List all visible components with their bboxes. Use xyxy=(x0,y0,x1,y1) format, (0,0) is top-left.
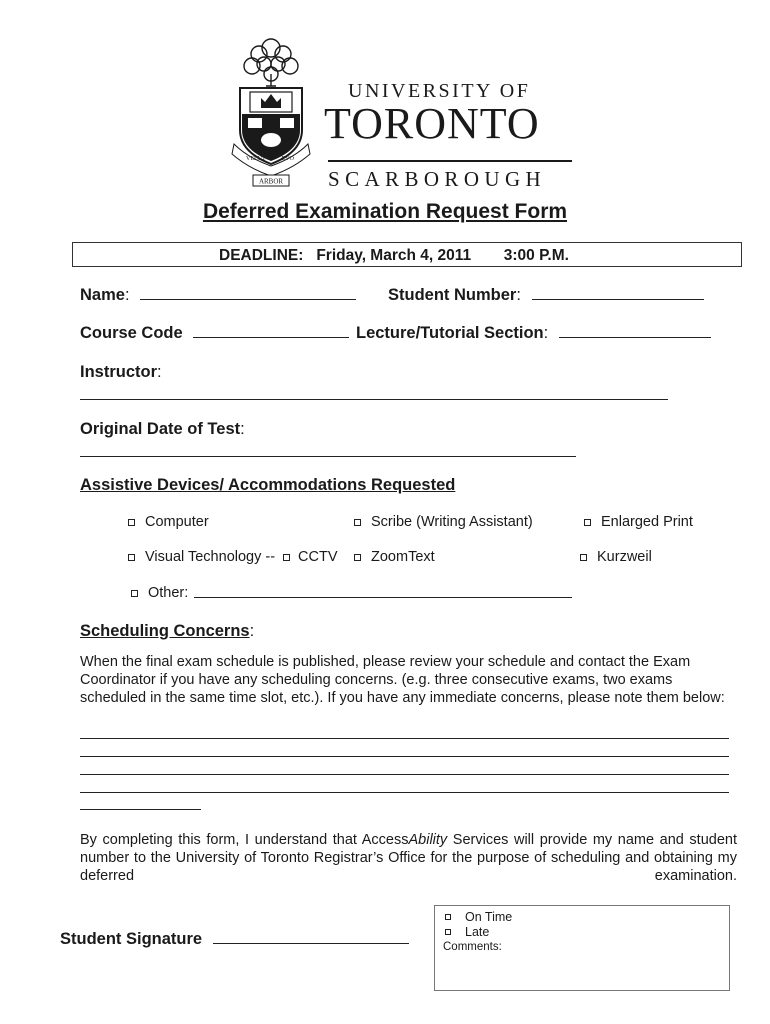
deadline-box xyxy=(72,242,742,267)
name-field: Name: xyxy=(80,286,356,305)
checkbox-icon[interactable] xyxy=(354,554,361,561)
option-kurzweil[interactable]: Kurzweil xyxy=(580,549,652,565)
wordmark-line1: UNIVERSITY OF xyxy=(348,80,531,102)
checkbox-icon[interactable] xyxy=(584,519,591,526)
concerns-line-4[interactable] xyxy=(80,792,729,793)
original-date-field: Original Date of Test: xyxy=(80,420,245,438)
option-on-time[interactable]: On Time xyxy=(443,909,729,924)
lecture-section-input-line[interactable] xyxy=(559,326,711,338)
signature-field xyxy=(60,930,409,949)
option-late[interactable]: Late xyxy=(443,924,729,939)
instructor-field: Instructor: xyxy=(80,363,162,381)
option-cctv[interactable]: CCTV xyxy=(298,549,338,565)
deadline-label: DEADLINE: xyxy=(219,247,304,264)
university-crest-icon xyxy=(228,30,314,190)
option-other[interactable]: Other: xyxy=(131,585,572,601)
comments-label: Comments: xyxy=(443,941,502,953)
concerns-line-5[interactable] xyxy=(80,809,201,810)
option-zoomtext[interactable]: ZoomText xyxy=(354,549,435,565)
option-enlarged-print[interactable]: Enlarged Print xyxy=(584,514,693,530)
student-number-label: Student Number xyxy=(388,286,517,304)
option-scribe[interactable]: Scribe (Writing Assistant) xyxy=(354,514,533,530)
other-input-line[interactable] xyxy=(194,588,572,598)
option-visual-technology[interactable]: Visual Technology -- CCTV xyxy=(128,549,338,565)
form-title: Deferred Examination Request Form xyxy=(202,200,568,223)
crest-motto-right: ARBOR xyxy=(258,177,284,186)
course-code-label: Course Code xyxy=(80,324,183,342)
checkbox-icon[interactable] xyxy=(131,590,138,597)
student-number-field: Student Number: xyxy=(388,286,704,305)
checkbox-icon[interactable] xyxy=(128,519,135,526)
instructor-label: Instructor xyxy=(80,363,158,381)
concerns-line-1[interactable] xyxy=(80,738,729,739)
original-date-label: Original Date of Test xyxy=(80,420,241,438)
accommodations-heading: Assistive Devices/ Accommodations Requested xyxy=(80,476,456,494)
deadline-time: 3:00 P.M. xyxy=(503,247,569,264)
checkbox-icon[interactable] xyxy=(445,914,451,920)
checkbox-icon[interactable] xyxy=(580,554,587,561)
signature-input-line[interactable] xyxy=(213,931,409,944)
wordmark xyxy=(324,80,582,190)
checkbox-icon[interactable] xyxy=(283,554,290,561)
original-date-input-line[interactable] xyxy=(80,456,576,457)
name-input-line[interactable] xyxy=(140,288,356,300)
lecture-section-label: Lecture/Tutorial Section xyxy=(356,324,544,342)
student-number-input-line[interactable] xyxy=(532,288,704,300)
deadline-date: Friday, March 4, 2011 xyxy=(316,247,472,264)
option-computer[interactable]: Computer xyxy=(128,514,209,530)
crest-motto-scroll: ÆVO xyxy=(280,156,295,162)
name-label: Name xyxy=(80,286,125,304)
university-logo xyxy=(228,30,584,192)
crest-motto-left: VELUT xyxy=(246,156,266,162)
signature-label: Student Signature xyxy=(60,930,203,948)
scheduling-heading: Scheduling Concerns: xyxy=(80,622,255,640)
consent-text: By completing this form, I understand that AccessAbility Services will provide my name and student number to the University of Toronto Registrar’s Office for the purpose of scheduling and obtaining my deferred examination. xyxy=(80,832,737,884)
checkbox-icon[interactable] xyxy=(354,519,361,526)
office-use-box xyxy=(434,905,730,991)
course-code-field xyxy=(80,324,349,343)
course-code-input-line[interactable] xyxy=(193,326,349,338)
lecture-section-field: Lecture/Tutorial Section: xyxy=(356,324,711,343)
checkbox-icon[interactable] xyxy=(445,929,451,935)
wordmark-rule xyxy=(328,160,572,162)
scheduling-text: When the final exam schedule is published, please review your schedule and contact the Exam Coordinator if you have any scheduling concerns. (e.g. three consecutive exams, two exams scheduled in the same time slot, etc.). If you have any immediate concerns, please note them below: xyxy=(80,654,725,706)
wordmark-line2: TORONTO xyxy=(324,99,540,148)
concerns-line-2[interactable] xyxy=(80,756,729,757)
checkbox-icon[interactable] xyxy=(128,554,135,561)
concerns-line-3[interactable] xyxy=(80,774,729,775)
wordmark-line3: SCARBOROUGH xyxy=(328,167,547,191)
instructor-input-line[interactable] xyxy=(80,399,668,400)
